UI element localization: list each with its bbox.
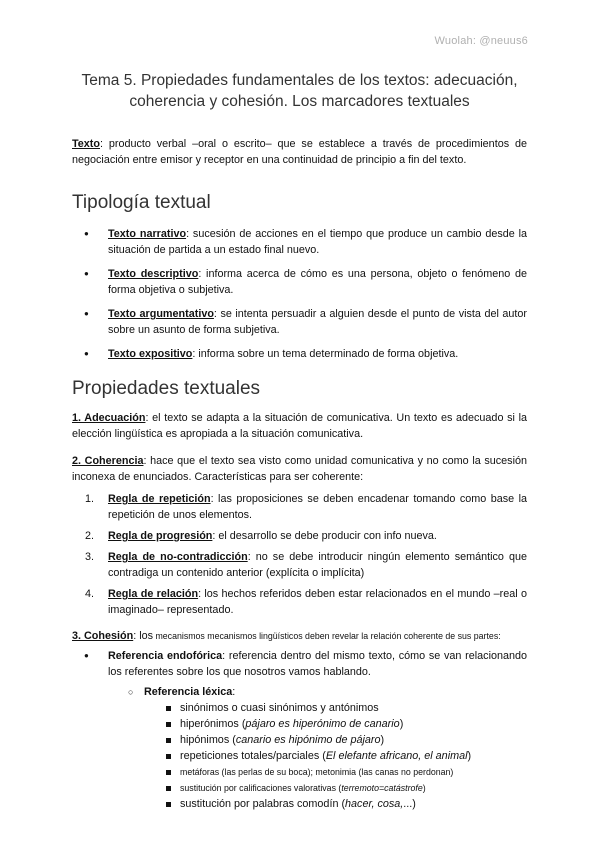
document-body <box>72 70 527 812</box>
list-item-post: ) <box>380 734 385 746</box>
list-item-term: Regla de repetición <box>108 493 211 505</box>
list-item-term: Regla de relación <box>108 588 199 600</box>
list-item <box>72 306 527 338</box>
list-number: 1. <box>85 493 95 505</box>
texto-definition <box>72 136 527 168</box>
list-item-text: : los hechos referidos deben estar relacionados en el mundo –real o imaginado– representado. <box>108 588 527 616</box>
cohesion-list <box>72 648 527 680</box>
endoforica-term: Referencia endofórica <box>108 650 223 662</box>
cohesion-paragraph <box>72 628 527 644</box>
page-title: Tema 5. Propiedades fundamentales de los textos: adecuación, coherencia y cohesión. Los marcadores textuales <box>81 72 518 110</box>
list-item-post: ) <box>399 718 404 730</box>
list-item-text: : informa acerca de cómo es una persona, objeto o fenómeno de forma objetiva o subjetiva. <box>108 268 527 296</box>
list-item-text: : las proposiciones se deben encadenar tomando como base la repetición de unos elementos. <box>108 493 527 521</box>
list-item <box>72 716 527 732</box>
list-item-text: sustitución por palabras comodín ( <box>180 798 346 810</box>
list-item-italic: pájaro es hiperónimo de canario <box>245 718 400 730</box>
coherencia-text: : hace que el texto sea visto como unidad comunicativa y no como la sucesión inconexa de enunciados. Características para ser coherente: <box>72 455 527 483</box>
coherencia-rules <box>72 491 527 618</box>
list-item <box>72 528 527 544</box>
list-item <box>72 491 527 523</box>
list-item-term: Texto argumentativo <box>108 308 214 320</box>
list-item-text: : no se debe introducir ningún elemento semántico que contradiga un contenido anterior (explícita o implícita) <box>108 551 527 579</box>
coherencia-term: 2. Coherencia <box>72 455 144 467</box>
list-number: 2. <box>85 530 95 542</box>
list-item-text: hiperónimos ( <box>180 718 246 730</box>
list-number: 4. <box>85 588 95 600</box>
section-heading-tipologia: Tipología textual <box>72 192 211 213</box>
list-item <box>72 549 527 581</box>
list-item-term: Texto expositivo <box>108 348 193 360</box>
circle-bullet-icon: ○ <box>128 687 134 697</box>
referencia-lexica <box>72 684 527 700</box>
list-item-post: ) <box>467 750 472 762</box>
cohesion-term: 3. Cohesión <box>72 630 134 642</box>
lexica-colon: : <box>232 686 236 698</box>
adecuacion-term: 1. Adecuación <box>72 412 146 424</box>
coherencia-paragraph <box>72 453 527 485</box>
lexica-term: Referencia léxica <box>144 686 233 698</box>
list-item-italic: canario es hipónimo de pájaro <box>235 734 381 746</box>
list-item-italic: hacer, cosa, <box>345 798 404 810</box>
list-item <box>72 226 527 258</box>
list-item-text: sinónimos o cuasi sinónimos y antónimos <box>180 702 379 714</box>
texto-term: Texto <box>72 138 100 150</box>
list-item-text: : informa sobre un tema determinado de forma objetiva. <box>192 348 459 360</box>
list-item <box>72 648 527 680</box>
list-number: 3. <box>85 551 95 563</box>
list-item-term: Texto descriptivo <box>108 268 199 280</box>
list-item-text: : se intenta persuadir a alguien desde el punto de vista del autor sobre un asunto de forma subjetiva. <box>108 308 527 336</box>
list-item <box>72 748 527 764</box>
list-item-term: Regla de no-contradicción <box>108 551 248 563</box>
cohesion-text-small: mecanismos mecanismos lingüísticos deben revelar la relación coherente de sus partes: <box>153 631 501 641</box>
list-item-text: hipónimos ( <box>180 734 236 746</box>
list-item <box>72 764 527 780</box>
list-item <box>72 780 527 796</box>
list-item-text: sustitución por calificaciones valorativas ( <box>180 783 342 793</box>
texto-text: : producto verbal –oral o escrito– que se establece a través de procedimientos de negociación entre emisor y receptor en una continuidad de principio a fin del texto. <box>72 138 527 166</box>
list-item-term: Regla de progresión <box>108 530 213 542</box>
list-item <box>72 700 527 716</box>
list-item-text: metáforas (las perlas de su boca); metonimia (las canas no perdonan) <box>180 767 454 777</box>
list-item <box>72 586 527 618</box>
list-item <box>72 732 527 748</box>
tipologia-list <box>72 226 527 362</box>
list-item-text: repeticiones totales/parciales ( <box>180 750 326 762</box>
lexica-list <box>72 700 527 812</box>
endoforica-text: : referencia dentro del mismo texto, cómo se van relacionando los referentes sobre los que nosotros vamos hablando. <box>108 650 527 678</box>
list-item-italic: El elefante africano, el animal <box>325 750 468 762</box>
list-item-post: ...) <box>403 798 416 810</box>
list-item <box>72 796 527 812</box>
list-item-term: Texto narrativo <box>108 228 187 240</box>
list-item-text: : sucesión de acciones en el tiempo que produce un cambio desde la situación de partida a un estado final nuevo. <box>108 228 528 256</box>
watermark: Wuolah: @neuus6 <box>434 35 528 47</box>
adecuacion-text: : el texto se adapta a la situación de comunicativa. Un texto es adecuado si la elección lingüística es apropiada a la situación comunicativa. <box>72 412 527 440</box>
list-item <box>72 266 527 298</box>
list-item-post: ) <box>422 783 426 793</box>
list-item-italic: terremoto=catástrofe <box>341 783 423 793</box>
list-item <box>72 346 527 362</box>
cohesion-text-lead: : los <box>133 630 154 642</box>
adecuacion-paragraph <box>72 410 527 442</box>
section-heading-propiedades: Propiedades textuales <box>72 378 261 399</box>
list-item-text: : el desarrollo se debe producir con info nueva. <box>212 530 437 542</box>
